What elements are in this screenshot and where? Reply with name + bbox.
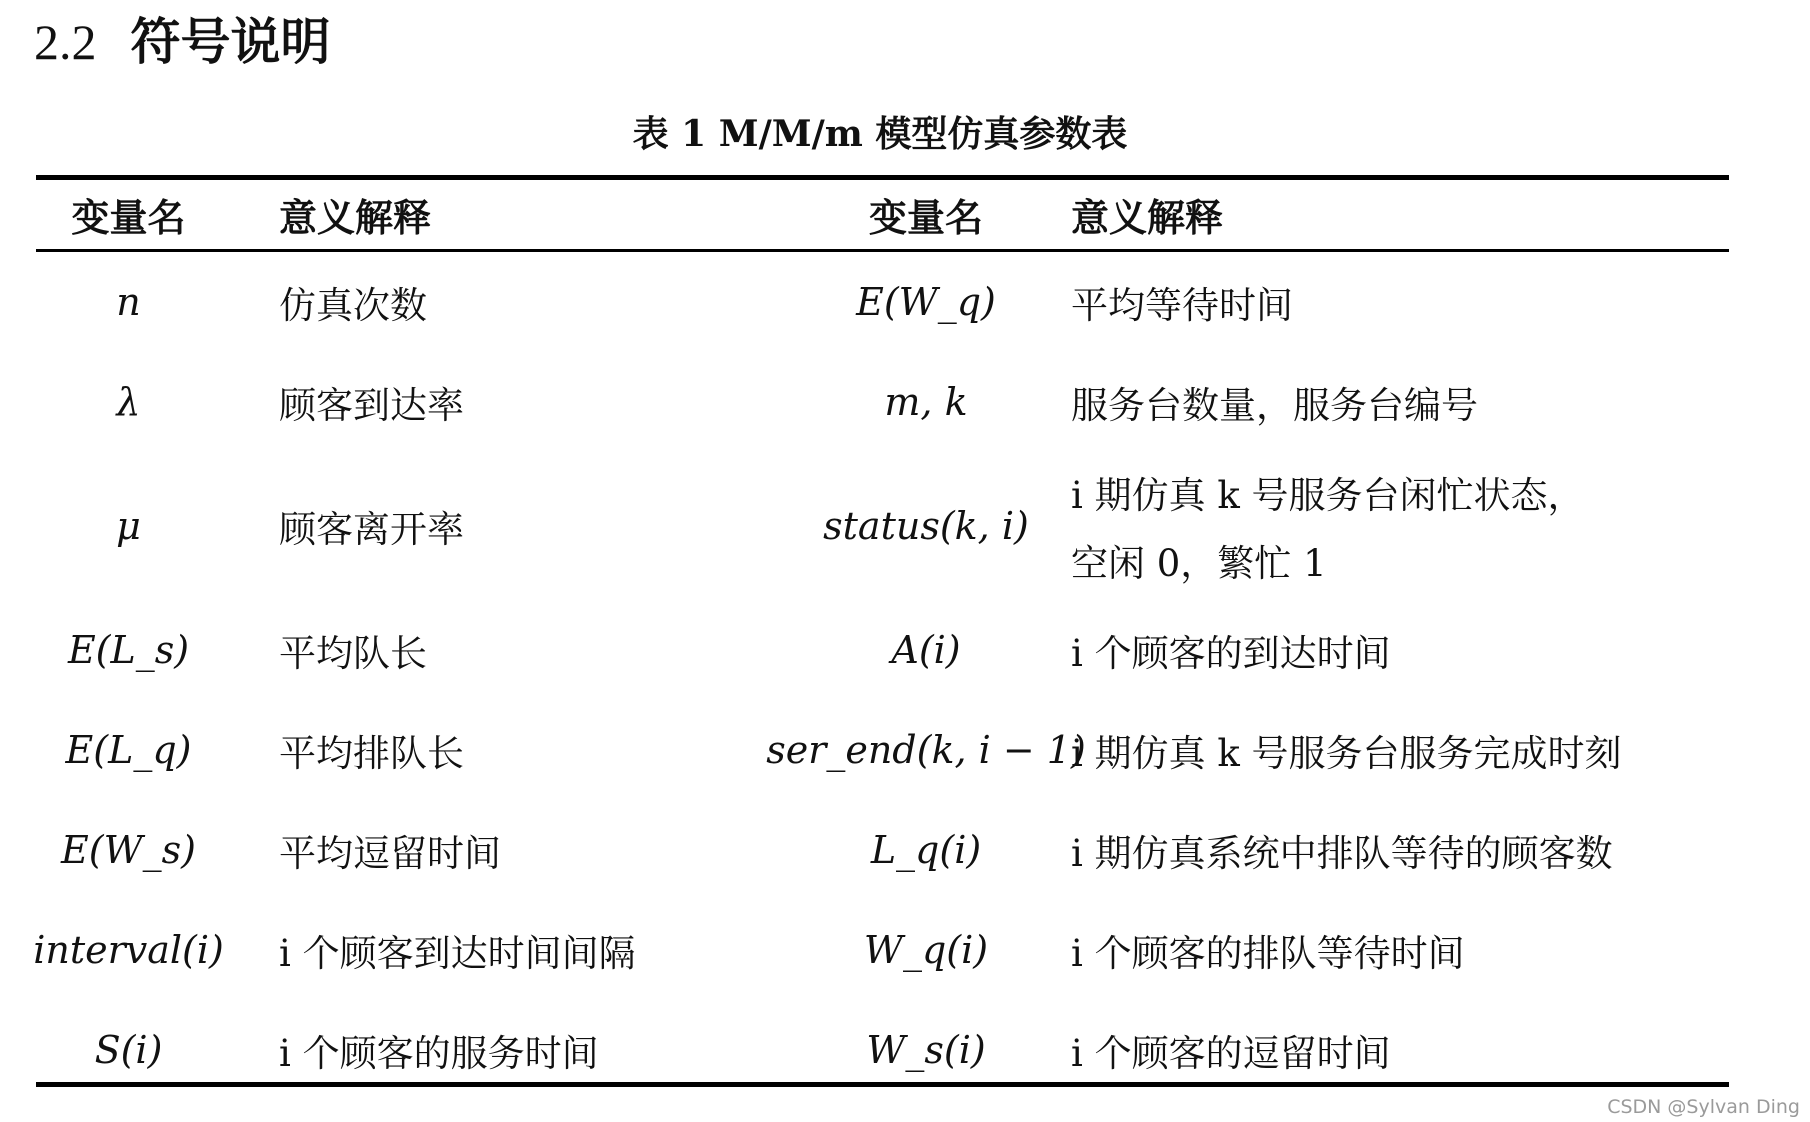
variable-meaning: 顾客离开率: [279, 508, 464, 551]
variable-meaning: i 个顾客的到达时间: [1071, 632, 1391, 675]
variable-meaning: i 个顾客的服务时间: [279, 1032, 599, 1075]
variable-symbol: status(k, i): [823, 504, 1029, 548]
variable-meaning-line-1: i 期仿真 k 号服务台闲忙状态，: [1071, 474, 1585, 517]
table-row: [36, 352, 1729, 452]
variable-symbol: W_q(i): [863, 928, 989, 972]
variable-meaning: 平均逗留时间: [279, 832, 501, 875]
section-heading: [34, 10, 331, 74]
table-row: [36, 800, 1729, 900]
table-row: [36, 600, 1729, 700]
variable-meaning: i 个顾客的排队等待时间: [1071, 932, 1465, 975]
table-row: [36, 700, 1729, 800]
table-caption: 表 1 M/M/m 模型仿真参数表: [632, 113, 1128, 155]
table-row: [36, 1000, 1729, 1100]
variable-symbol: μ: [116, 504, 141, 548]
variable-meaning: 服务台数量，服务台编号: [1071, 384, 1478, 427]
variable-symbol: E(L_s): [67, 628, 190, 672]
variable-meaning: 平均等待时间: [1071, 284, 1293, 327]
table-row: [33, 900, 1729, 1000]
variable-meaning: i 期仿真系统中排队等待的顾客数: [1071, 832, 1613, 875]
variable-meaning-lines: [1071, 454, 1585, 598]
variable-symbol: S(i): [94, 1028, 163, 1072]
variable-meaning-line-2: 空闲 0，繁忙 1: [1071, 542, 1327, 585]
table-row: [36, 452, 1729, 600]
variable-symbol: ser_end(k, i − 1): [766, 728, 1086, 772]
header-meaning-1: 意义解释: [279, 196, 432, 240]
csdn-watermark: CSDN @Sylvan Ding: [1607, 1096, 1800, 1118]
header-variable-name-1: 变量名: [71, 196, 186, 240]
variable-symbol: m, k: [884, 380, 968, 424]
table-row: [36, 252, 1729, 352]
section-title: 符号说明: [130, 13, 331, 71]
variable-meaning: 平均队长: [279, 632, 427, 675]
variable-meaning: 仿真次数: [279, 284, 427, 327]
variable-symbol: λ: [116, 380, 141, 424]
variable-symbol: W_s(i): [866, 1028, 986, 1072]
header-meaning-2: 意义解释: [1071, 196, 1224, 240]
table-header-row: [36, 180, 1729, 249]
variable-meaning: 平均排队长: [279, 732, 464, 775]
variable-symbol: n: [116, 280, 141, 324]
variable-meaning: 顾客到达率: [279, 384, 464, 427]
variable-meaning: i 个顾客到达时间间隔: [279, 932, 636, 975]
variable-meaning-multiline: [1071, 452, 1721, 600]
variable-symbol: E(L_q): [65, 728, 192, 772]
section-number: 2.2: [34, 14, 97, 70]
variable-symbol: interval(i): [33, 928, 224, 972]
variable-meaning: i 个顾客的逗留时间: [1071, 1032, 1391, 1075]
variable-meaning: i 期仿真 k 号服务台服务完成时刻: [1071, 732, 1622, 775]
variable-symbol: L_q(i): [870, 828, 982, 872]
variable-symbol: E(W_s): [61, 828, 196, 872]
header-variable-name-2: 变量名: [868, 196, 983, 240]
variable-symbol: E(W_q): [856, 280, 996, 324]
variable-symbol: A(i): [891, 628, 961, 672]
